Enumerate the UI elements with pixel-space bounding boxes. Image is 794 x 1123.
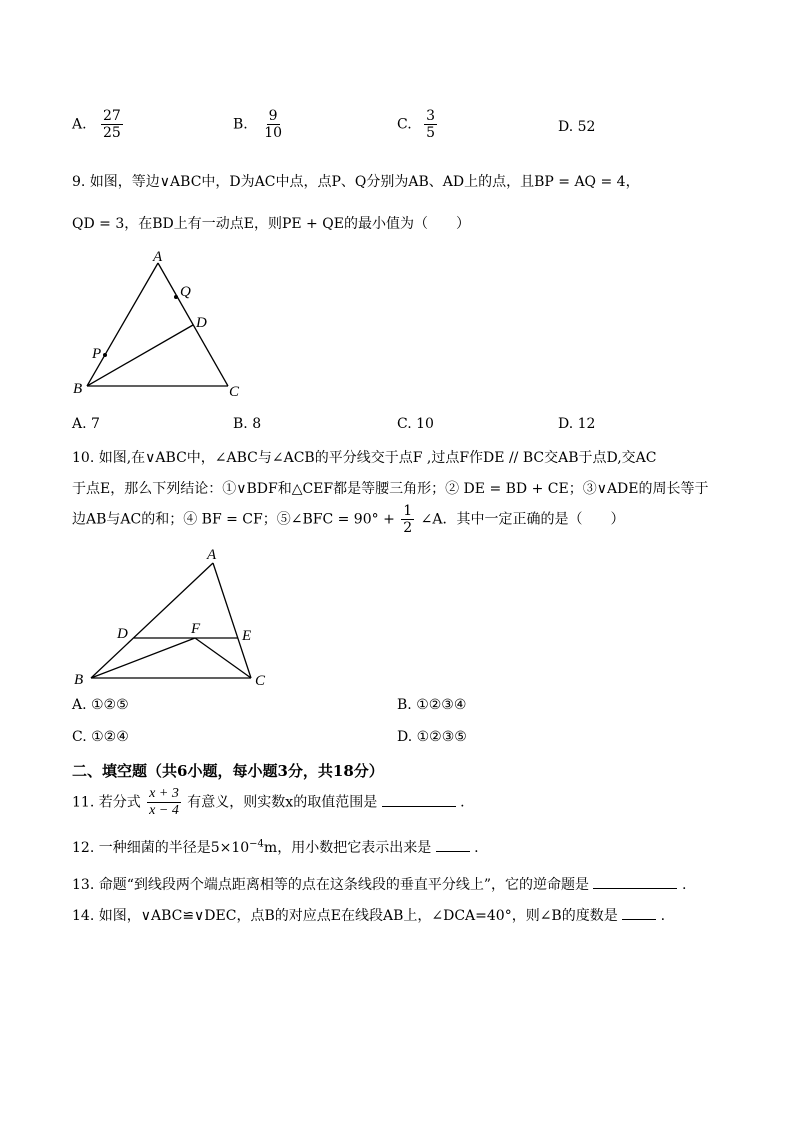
point-q bbox=[174, 295, 178, 299]
point-p bbox=[103, 353, 107, 357]
q14 bbox=[72, 905, 665, 925]
fraction bbox=[147, 786, 181, 819]
q13-text: 13. 命题“到线段两个端点距离相等的点在这条线段的垂直平分线上”，它的逆命题是 bbox=[72, 877, 590, 893]
q9-option-b: B. 8 bbox=[233, 416, 262, 432]
denominator: 25 bbox=[103, 125, 121, 142]
q10-line-3 bbox=[72, 503, 624, 536]
q12-exponent: −4 bbox=[249, 838, 264, 850]
q10-option-d: D. ①②③⑤ bbox=[397, 729, 467, 745]
fraction-half bbox=[401, 503, 414, 536]
label-b: B bbox=[74, 672, 84, 688]
numerator: 9 bbox=[268, 108, 278, 124]
section-heading: 二、填空题（共6小题，每小题3分，共18分） bbox=[72, 762, 384, 780]
label-b: B bbox=[73, 381, 83, 397]
answer-blank[interactable] bbox=[382, 794, 456, 807]
q12 bbox=[72, 837, 479, 857]
q14-text: 14. 如图，∨ABC≌∨DEC，点B的对应点E在线段AB上，∠DCA=40°，则∠B的度数是 bbox=[72, 908, 618, 924]
q12-end: . bbox=[474, 840, 479, 856]
q10-line-3-pre: 边AB与AC的和；④ BF = CF；⑤∠BFC = 90° + bbox=[72, 511, 395, 528]
label-q: Q bbox=[180, 284, 191, 300]
q12-unit: m，用小数把它表示出来是 bbox=[263, 840, 432, 856]
answer-blank[interactable] bbox=[436, 839, 470, 852]
q13-end: . bbox=[681, 877, 687, 893]
denominator: x − 4 bbox=[149, 803, 179, 819]
q10-figure bbox=[70, 543, 280, 693]
q8-option-b bbox=[233, 108, 286, 141]
side-ab bbox=[87, 263, 158, 386]
q10-option-b: B. ①②③④ bbox=[397, 697, 467, 713]
option-letter: A. bbox=[72, 116, 87, 133]
fraction bbox=[101, 108, 123, 141]
segment-bf bbox=[91, 638, 195, 678]
label-c: C bbox=[255, 673, 266, 689]
q10-line-1: 10. 如图,在∨ABC中，∠ABC与∠ACB的平分线交于点F ,过点F作DE // BC交AB于点D,交AC bbox=[72, 450, 657, 466]
option-letter: D. bbox=[558, 119, 574, 135]
label-d: D bbox=[196, 315, 207, 331]
answer-blank[interactable] bbox=[622, 907, 656, 920]
q9-figure bbox=[70, 248, 250, 400]
fraction bbox=[262, 108, 284, 141]
fraction bbox=[424, 108, 437, 141]
numerator: 3 bbox=[426, 108, 436, 124]
q11 bbox=[72, 786, 465, 819]
segment-cf bbox=[195, 638, 251, 678]
q11-end: . bbox=[460, 794, 465, 811]
denominator: 5 bbox=[426, 125, 436, 142]
label-a: A bbox=[153, 249, 163, 265]
q8-option-d bbox=[558, 119, 595, 135]
q8-option-a bbox=[72, 108, 125, 141]
label-p: P bbox=[92, 346, 102, 362]
denominator: 10 bbox=[264, 125, 283, 142]
q9-line-1: 9. 如图，等边∨ABC中，D为AC中点，点P、Q分别为AB、AD上的点，且BP = AQ = 4， bbox=[72, 174, 640, 190]
side-ac bbox=[213, 563, 251, 678]
q9-option-a: A. 7 bbox=[72, 416, 100, 432]
q9-line-2: QD = 3，在BD上有一动点E，则PE + QE的最小值为（ ） bbox=[72, 216, 470, 232]
numerator: 27 bbox=[103, 108, 121, 124]
label-d: D bbox=[117, 626, 128, 642]
q11-post: 有意义，则实数x的取值范围是 bbox=[187, 794, 378, 811]
numerator: 1 bbox=[403, 503, 413, 519]
label-f: F bbox=[191, 621, 201, 637]
q12-pre: 12. 一种细菌的半径是5×10 bbox=[72, 840, 250, 856]
q10-option-c: C. ①②④ bbox=[72, 729, 129, 745]
q9-option-c: C. 10 bbox=[397, 416, 434, 432]
label-e: E bbox=[242, 628, 252, 644]
option-value: 52 bbox=[577, 119, 596, 135]
q8-option-c bbox=[397, 108, 439, 141]
option-letter: B. bbox=[233, 116, 248, 133]
label-a: A bbox=[207, 547, 217, 563]
q10-line-2: 于点E，那么下列结论：①∨BDF和△CEF都是等腰三角形；② DE = BD + CE；③∨ADE的周长等于 bbox=[72, 481, 709, 497]
label-c: C bbox=[229, 384, 240, 400]
segment-bd bbox=[87, 325, 193, 386]
q11-pre: 11. 若分式 bbox=[72, 794, 141, 811]
denominator: 2 bbox=[403, 520, 413, 537]
q10-line-3-post: ∠A．其中一定正确的是（ ） bbox=[420, 511, 625, 528]
q10-option-a: A. ①②⑤ bbox=[72, 697, 129, 713]
numerator: x + 3 bbox=[147, 786, 181, 803]
q14-end: . bbox=[660, 908, 666, 924]
q13 bbox=[72, 874, 686, 894]
side-ac bbox=[158, 263, 228, 386]
q9-option-d: D. 12 bbox=[558, 416, 596, 432]
answer-blank[interactable] bbox=[593, 876, 677, 889]
option-letter: C. bbox=[397, 116, 412, 133]
